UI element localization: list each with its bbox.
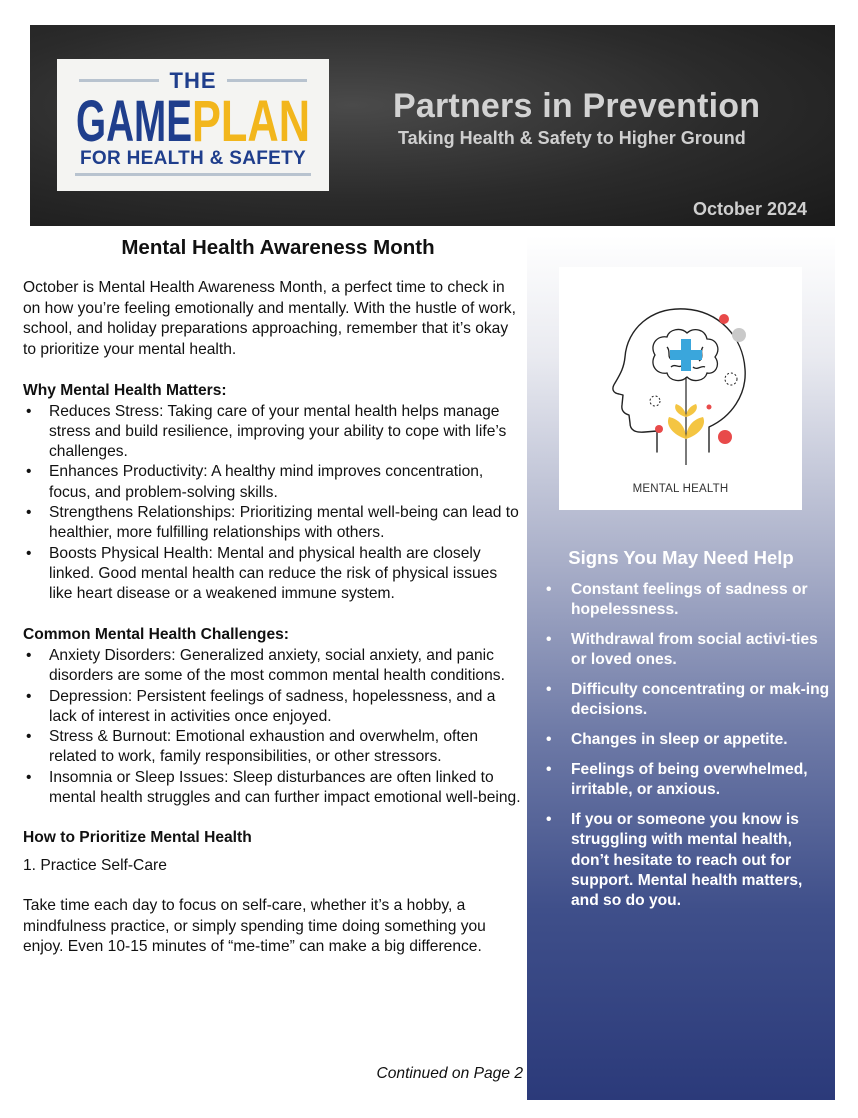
bullet: • <box>26 646 32 664</box>
bullet: • <box>546 761 552 779</box>
intro-paragraph: October is Mental Health Awareness Month, a perfect time to check in on how you’re feeling emotionally and mentally. With the hustle of work, school, and holiday preparations approaching, remember that it’s okay to prioritize your mental health. <box>23 279 516 358</box>
image-caption: MENTAL HEALTH <box>632 483 729 495</box>
list-item: • Feelings of being overwhelmed, irritable, or anxious. <box>546 761 808 799</box>
bullet: • <box>26 544 32 562</box>
list-item: • Depression: Persistent feelings of sadness, hopelessness, and a lack of interest in activities once enjoyed. <box>26 687 496 725</box>
bullet: • <box>26 728 32 746</box>
list-item: • Withdrawal from social activi-ties or loved ones. <box>546 631 818 669</box>
logo-wordmark <box>71 87 321 149</box>
list-item: • Difficulty concentrating or mak-ing decisions. <box>546 681 830 719</box>
why-list <box>23 402 523 605</box>
list-item: • Enhances Productivity: A healthy mind improves concentration, focus, and problem-solving skills. <box>26 463 484 501</box>
list-item: • Strengthens Relationships: Prioritizing mental well-being can lead to healthier, more fulfilling relationships with others. <box>26 503 519 542</box>
gameplan-logo <box>57 59 329 191</box>
why-heading: Why Mental Health Matters: <box>23 382 227 399</box>
bullet: • <box>546 731 552 749</box>
step1-text: Take time each day to focus on self-care, whether it’s a hobby, a mindfulness practice, or simply spending time doing something you enjoy. Even 10-15 minutes of “me-time” can make a big difference. <box>23 897 486 956</box>
sidebar <box>527 236 835 1100</box>
list-item: • Insomnia or Sleep Issues: Sleep disturbances are often linked to mental health struggles and can further impact emotional well-being. <box>26 768 521 807</box>
newsletter-subtitle: Taking Health & Safety to Higher Ground <box>398 128 746 148</box>
bullet: • <box>26 768 32 786</box>
list-item: • Changes in sleep or appetite. <box>543 730 833 750</box>
head-brain-icon <box>559 267 802 510</box>
step1-title: 1. Practice Self-Care <box>23 856 167 874</box>
challenges-list <box>23 646 523 808</box>
list-item: • Constant feelings of sadness or hopelessness. <box>546 581 808 619</box>
main-article <box>23 236 523 1082</box>
logo-plan: PLAN <box>192 89 310 149</box>
list-item: • Boosts Physical Health: Mental and physical health are closely linked. Good mental health can reduce the risk of physical issues like heart disease or a weakened immune system. <box>26 544 498 603</box>
bullet: • <box>26 687 32 705</box>
signs-list <box>543 580 833 921</box>
logo-game: GAME <box>76 89 192 149</box>
newsletter-title: Partners in Prevention <box>393 87 761 125</box>
list-item: • Stress & Burnout: Emotional exhaustion and overwhelm, often related to work, family responsibilities, or other stressors. <box>26 728 479 766</box>
logo-the: THE <box>169 68 217 93</box>
bullet: • <box>546 681 552 699</box>
bullet: • <box>546 581 552 598</box>
bullet: • <box>546 811 552 829</box>
prioritize-heading: How to Prioritize Mental Health <box>23 829 252 847</box>
continued-note: Continued on Page 2 <box>376 1065 523 1082</box>
list-item: • If you or someone you know is struggling with mental health, don’t hesitate to reach out for support. Mental health matters, and so do you. <box>546 811 803 910</box>
mental-health-illustration <box>559 267 802 510</box>
sidebar-heading: Signs You May Need Help <box>568 547 794 568</box>
bullet: • <box>26 503 32 521</box>
bullet: • <box>546 631 552 649</box>
challenges-heading: Common Mental Health Challenges: <box>23 626 289 644</box>
logo-subtitle: FOR HEALTH & SAFETY <box>80 148 306 169</box>
list-item: • Anxiety Disorders: Generalized anxiety, social anxiety, and panic disorders are some of the most common mental health conditions. <box>26 646 505 685</box>
list-item: • Reduces Stress: Taking care of your mental health helps manage stress and build resilience, improving your ability to cope with life’s challenges. <box>26 402 507 461</box>
bullet: • <box>26 402 32 420</box>
bullet: • <box>26 463 32 481</box>
article-title: Mental Health Awareness Month <box>121 236 435 259</box>
newsletter-header <box>30 25 835 226</box>
issue-date: October 2024 <box>692 199 807 219</box>
